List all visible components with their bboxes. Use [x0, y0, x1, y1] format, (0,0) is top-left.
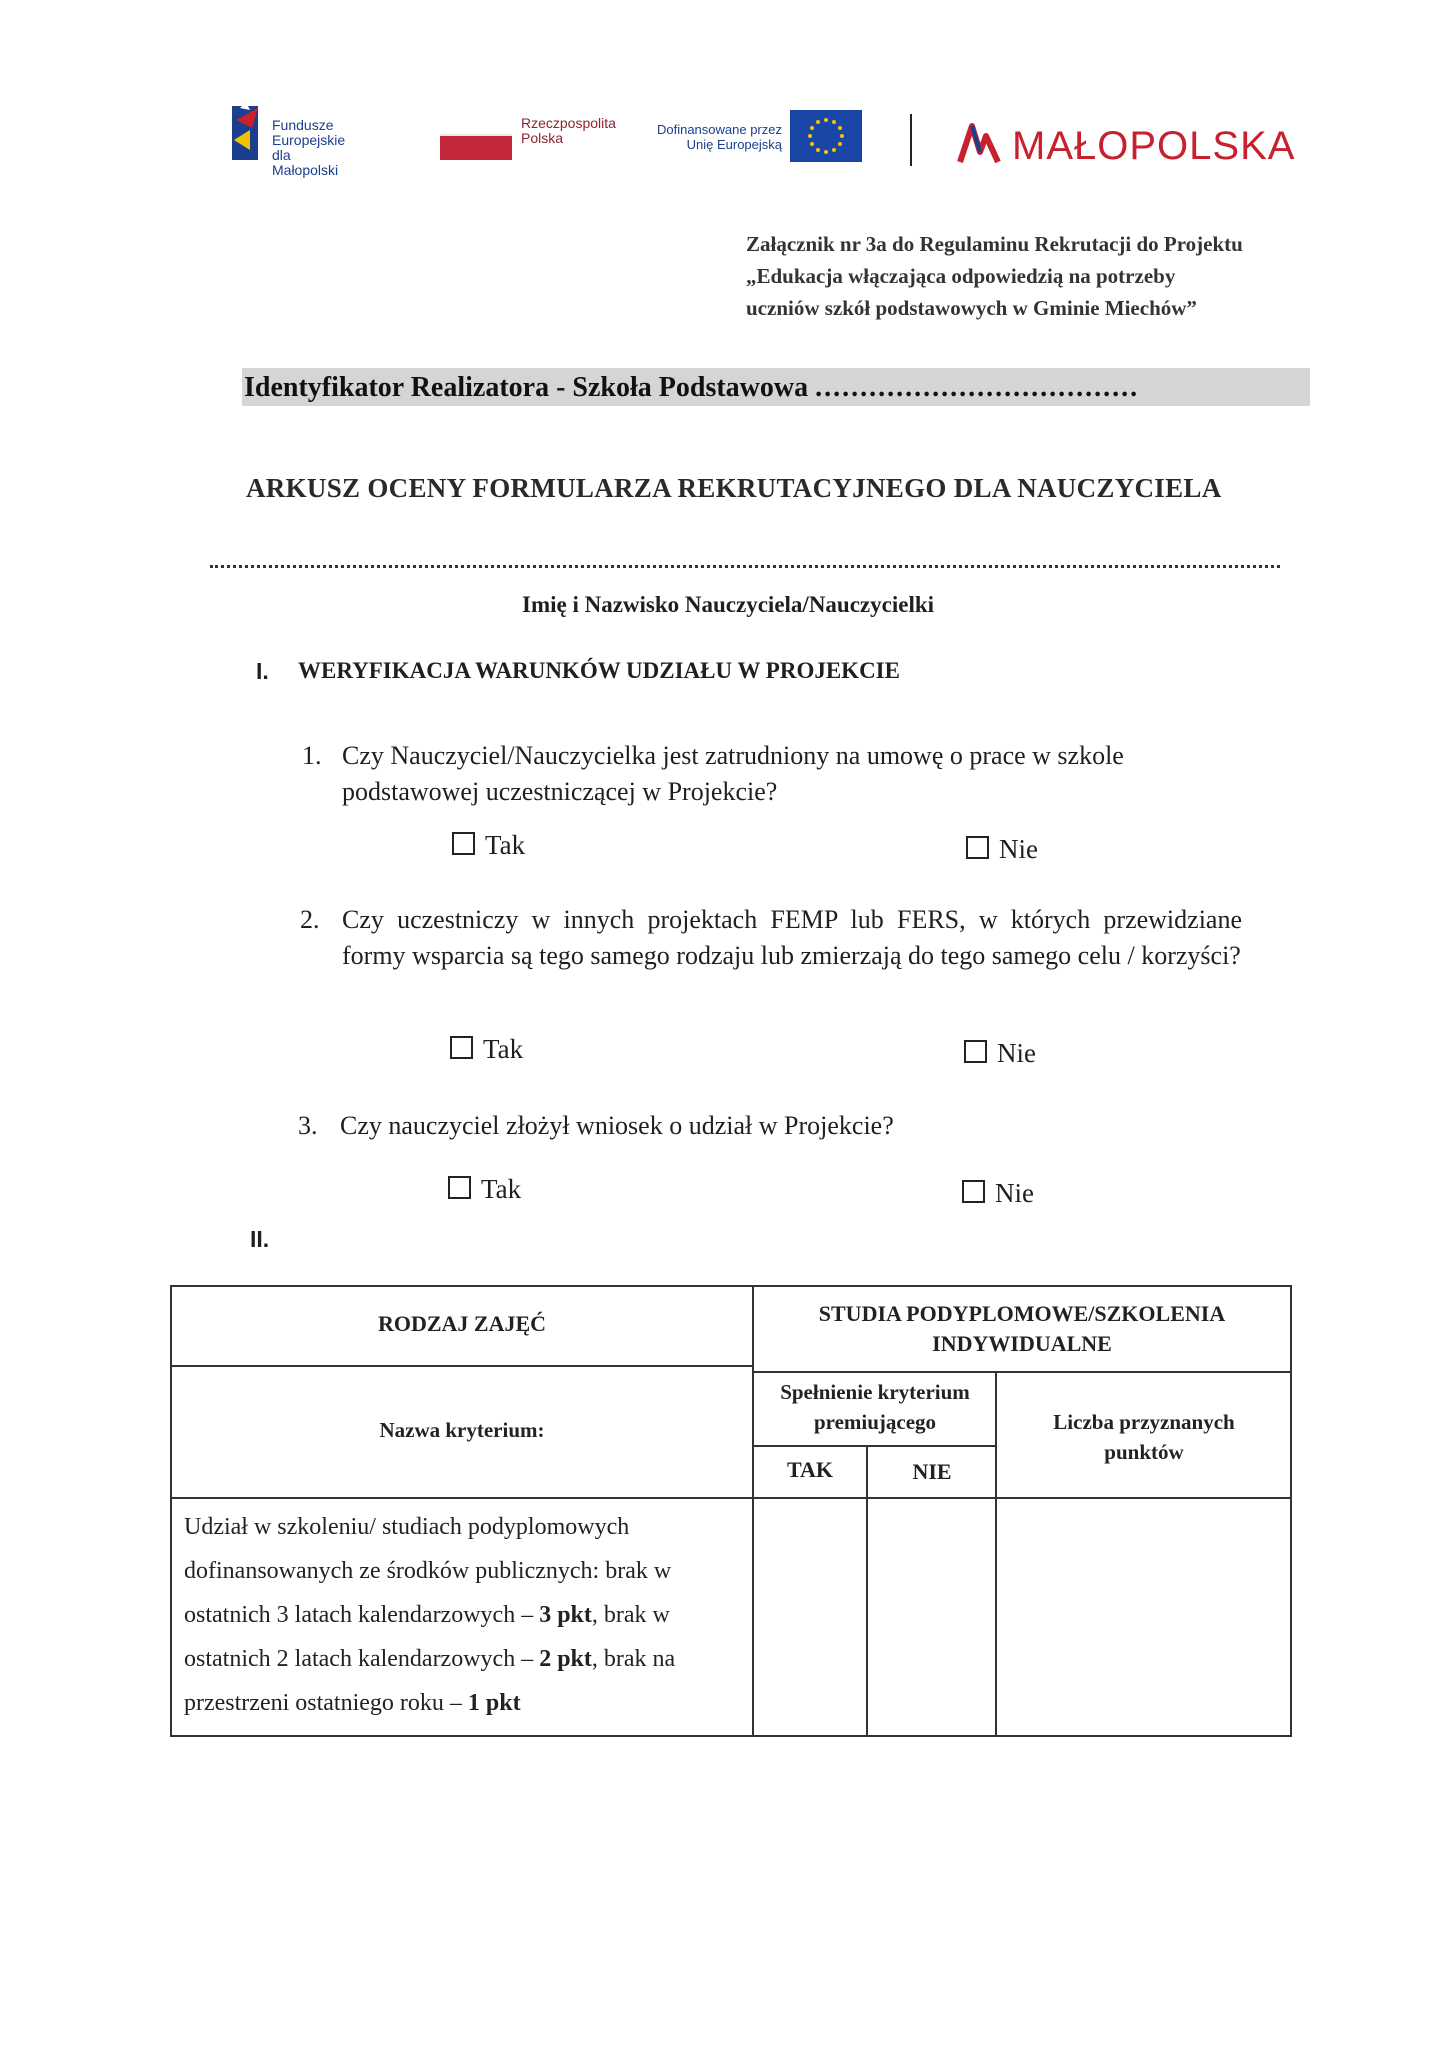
question-1-no-option[interactable]: Nie	[966, 832, 1038, 866]
col-criterion-header: Nazwa kryterium:	[379, 1418, 545, 1442]
question-3-yes-option[interactable]: Tak	[448, 1172, 521, 1206]
criterion-description: Udział w szkoleniu/ studiach podyplomowych dofinansowanych ze środków publicznych: brak w ostatnich 3 latach kalendarzowych – 3 pkt, brak w ostatnich 2 latach kalendarzowych – 2 pkt, brak na przestrzeni ostatniego roku – 1 pkt	[184, 1514, 676, 1716]
question-2-yes-option[interactable]: Tak	[450, 1032, 523, 1066]
attachment-line: „Edukacja włączająca odpowiedzią na potrzeby	[746, 264, 1176, 288]
identifier-line	[244, 370, 1139, 406]
col-type-header: RODZAJ ZAJĘĆ	[377, 1311, 547, 1336]
identifier-fill-dots: ....................................	[815, 372, 1140, 403]
criteria-table	[170, 1285, 1292, 1737]
question-3-no-option[interactable]: Nie	[962, 1176, 1034, 1210]
logo-separator	[910, 114, 912, 166]
rzeczpospolita-text: Rzeczpospolita Polska	[521, 115, 616, 146]
checkbox-icon[interactable]	[964, 1040, 987, 1063]
fundusze-europejskie-logo	[228, 100, 264, 164]
checkbox-icon[interactable]	[452, 832, 475, 855]
points-answer-cell[interactable]	[997, 1499, 1290, 1735]
attachment-note	[746, 228, 1326, 324]
eu-flag-icon	[790, 110, 862, 162]
question-1-number: 1.	[302, 741, 322, 770]
attachment-line: uczniów szkół podstawowych w Gminie Miechów”	[746, 296, 1197, 320]
question-1-yes-option[interactable]: Tak	[452, 828, 525, 862]
checkbox-icon[interactable]	[450, 1036, 473, 1059]
eu-cofinancing-text: Dofinansowane przez Unię Europejską	[656, 122, 782, 152]
col-points-header: Liczba przyznanych punktów	[1053, 1410, 1235, 1464]
nie-answer-cell[interactable]	[868, 1499, 995, 1735]
col-tak-header: TAK	[786, 1457, 834, 1482]
checkbox-icon[interactable]	[966, 836, 989, 859]
tak-answer-cell[interactable]	[754, 1499, 866, 1735]
name-label: Imię i Nazwisko Nauczyciela/Nauczycielki	[522, 592, 935, 617]
question-3-number: 3.	[298, 1111, 318, 1140]
section-2-number: II.	[250, 1226, 270, 1252]
question-2-no-option[interactable]: Nie	[964, 1036, 1036, 1070]
question-1-text: Czy Nauczyciel/Nauczycielka jest zatrudniony na umowę o prace w szkole podstawowej uczestniczącej w Projekcie?	[342, 741, 1124, 806]
polish-flag	[440, 134, 512, 160]
fundusze-text: Fundusze Europejskie dla Małopolski	[272, 117, 346, 178]
question-2-text: Czy uczestniczy w innych projektach FEMP lub FERS, w których przewidziane formy wsparcia są tego samego rodzaju lub zmierzają do tego samego celu / korzyści?	[342, 905, 1242, 970]
question-2-number: 2.	[300, 905, 320, 934]
question-3-text: Czy nauczyciel złożył wniosek o udział w Projekcie?	[340, 1111, 894, 1140]
section-1-title: WERYFIKACJA WARUNKÓW UDZIAŁU W PROJEKCIE	[298, 658, 900, 683]
col-studies-header: STUDIA PODYPLOMOWE/SZKOLENIA INDYWIDUALNE	[818, 1301, 1226, 1356]
malopolska-logo-text: MAŁOPOLSKA	[1012, 124, 1296, 168]
malopolska-mark-icon	[956, 118, 1004, 166]
col-nie-header: NIE	[912, 1459, 952, 1484]
identifier-label: Identyfikator Realizatora - Szkoła Podstawowa	[244, 372, 809, 403]
checkbox-icon[interactable]	[962, 1180, 985, 1203]
attachment-line: Załącznik nr 3a do Regulaminu Rekrutacji do Projektu	[746, 232, 1243, 256]
name-fill-line	[210, 565, 1280, 568]
section-1-number: I.	[256, 658, 269, 684]
checkbox-icon[interactable]	[448, 1176, 471, 1199]
form-title: ARKUSZ OCENY FORMULARZA REKRUTACYJNEGO DLA NAUCZYCIELA	[246, 473, 1222, 503]
col-fulfilment-header: Spełnienie kryterium premiującego	[780, 1380, 970, 1434]
